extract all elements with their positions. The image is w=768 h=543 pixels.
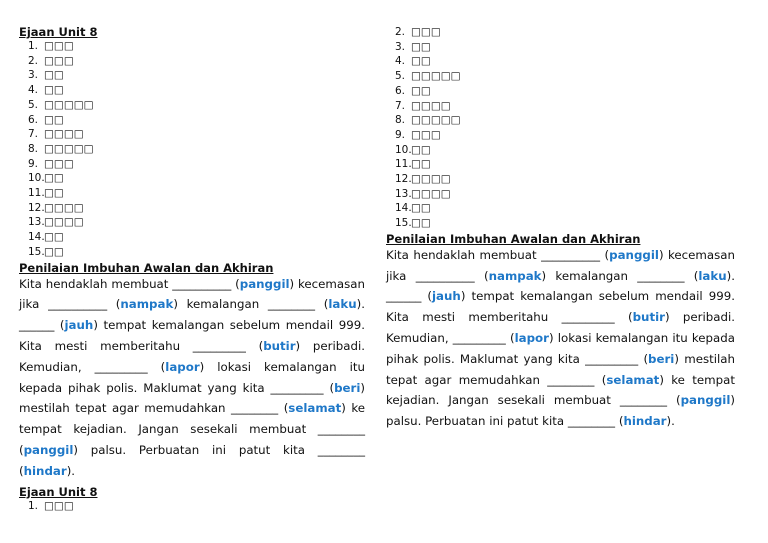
passage-text: ) tempat kemalangan sebelum mendail 999. Kita mesti memberitahu _________ ( [386, 289, 735, 325]
word-list [19, 39, 365, 260]
item-number: 1. [28, 40, 39, 52]
keyword: selamat [606, 372, 660, 387]
left-column [19, 25, 365, 513]
right-column [386, 25, 735, 432]
passage [19, 274, 365, 482]
list-item [19, 54, 365, 69]
list-item [386, 25, 735, 40]
list-item [19, 98, 365, 113]
list-item [19, 157, 365, 172]
list-item [19, 127, 365, 142]
word-list [19, 499, 365, 514]
keyword: panggil [239, 276, 290, 291]
item-word: □□□ [44, 157, 74, 170]
list-item [386, 84, 735, 99]
list-item [19, 68, 365, 83]
passage [386, 245, 735, 432]
item-number: 5. [28, 98, 39, 111]
list-item [19, 171, 365, 186]
item-word: □□ [44, 172, 64, 185]
keyword: panggil [609, 247, 659, 262]
passage-text: ) kecemasan jika __________ ( [386, 247, 735, 283]
item-word: □□ [411, 217, 431, 230]
passage-text: ) peribadi. Kemudian, _________ ( [386, 310, 735, 346]
passage-text: Kita hendaklah membuat __________ ( [386, 247, 610, 262]
item-word: □□□ [44, 499, 74, 512]
item-word: □□ [411, 55, 431, 68]
list-item [19, 113, 365, 128]
list-item [19, 83, 365, 98]
list-item [386, 99, 735, 114]
item-word: □□□□ [44, 128, 84, 141]
item-number: 5. [395, 70, 406, 83]
unit-heading: Ejaan Unit 8 [19, 25, 98, 39]
item-word: □□ [44, 245, 64, 258]
section-heading: Penilaian Imbuhan Awalan dan Akhiran [19, 260, 274, 275]
passage-text: ). ______ ( [19, 297, 365, 333]
keyword: laku [698, 268, 727, 283]
list-item [19, 215, 365, 230]
list-item [19, 499, 365, 514]
item-word: □□ [411, 158, 431, 171]
section-heading: Penilaian Imbuhan Awalan dan Akhiran [386, 231, 641, 246]
item-number: 10. [395, 143, 412, 156]
keyword: panggil [23, 442, 74, 457]
item-number: 1. [28, 499, 39, 512]
keyword: panggil [680, 393, 731, 408]
item-word: □□□□ [411, 99, 451, 112]
keyword: nampak [120, 297, 174, 312]
item-word: □□□□□ [411, 114, 461, 127]
keyword: beri [648, 351, 675, 366]
list-item [19, 39, 365, 54]
item-number: 12. [28, 201, 45, 214]
item-number: 4. [395, 55, 406, 68]
item-number: 14. [28, 231, 45, 244]
item-word: □□ [411, 40, 431, 53]
item-number: 4. [28, 84, 39, 97]
item-number: 14. [395, 202, 412, 215]
list-item [386, 172, 735, 187]
keyword: butir [632, 310, 665, 325]
keyword: lapor [165, 359, 200, 374]
keyword: butir [263, 338, 296, 353]
list-item [386, 143, 735, 158]
keyword: lapor [514, 331, 549, 346]
keyword: nampak [488, 268, 542, 283]
item-number: 10. [28, 172, 45, 185]
keyword: hindar [23, 463, 67, 478]
list-item [386, 40, 735, 55]
list-item [386, 216, 735, 231]
item-number: 9. [395, 128, 406, 141]
list-item [19, 230, 365, 245]
list-item [386, 187, 735, 202]
passage-text: ) peribadi. Kemudian, _________ ( [19, 338, 365, 374]
keyword: jauh [64, 318, 94, 333]
item-number: 2. [28, 54, 39, 67]
list-item [386, 113, 735, 128]
keyword: selamat [288, 401, 342, 416]
item-word: □□□□□ [411, 70, 461, 83]
passage-text: ) ke tempat kejadian. Jangan sesekali membuat ________ ( [19, 401, 365, 457]
item-number: 8. [395, 114, 406, 127]
passage-text: ) lokasi kemalangan itu kepada pihak polis. Maklumat yang kita _________ ( [386, 331, 735, 366]
item-number: 11. [28, 187, 45, 200]
list-item [386, 54, 735, 69]
keyword: beri [334, 380, 361, 395]
item-number: 11. [395, 158, 412, 171]
keyword: hindar [623, 414, 667, 429]
item-word: □□□ [44, 54, 74, 67]
passage-text: ). [666, 414, 675, 429]
passage-text: ) palsu. Perbuatan ini patut kita ________ ( [386, 393, 735, 429]
list-item [386, 128, 735, 143]
list-item [19, 201, 365, 216]
passage-text: ) lokasi kemalangan itu kepada pihak polis. Maklumat yang kita _________ ( [19, 359, 365, 395]
item-word: □□ [411, 143, 431, 156]
list-item [19, 245, 365, 260]
item-number: 7. [28, 128, 39, 141]
item-word: □□□ [44, 40, 74, 52]
item-number: 13. [28, 216, 45, 229]
item-word: □□ [411, 202, 431, 215]
item-word: □□□□ [411, 173, 451, 186]
item-word: □□ [44, 113, 64, 126]
item-number: 9. [28, 157, 39, 170]
list-item [386, 157, 735, 172]
keyword: laku [328, 297, 357, 312]
list-item [19, 142, 365, 157]
keyword: jauh [432, 289, 461, 304]
passage-text: Kita hendaklah membuat __________ ( [19, 276, 240, 291]
item-word: □□□□□ [44, 142, 94, 155]
item-number: 3. [395, 40, 406, 53]
passage-text: ). [66, 463, 76, 478]
item-word: □□□ [411, 128, 441, 141]
list-item [386, 69, 735, 84]
item-number: 7. [395, 99, 406, 112]
item-word: □□□□ [411, 187, 451, 200]
item-number: 2. [395, 26, 406, 38]
passage-text: ) mestilah tepat agar memudahkan ________ ( [386, 351, 735, 387]
item-number: 6. [395, 84, 406, 97]
passage-text: ) kecemasan jika __________ ( [19, 276, 365, 312]
item-word: □□□ [411, 26, 441, 38]
unit-heading: Ejaan Unit 8 [19, 484, 98, 499]
passage-text: ) kemalangan ________ ( [541, 268, 699, 283]
passage-text: ) tempat kemalangan sebelum mendail 999. Kita mesti memberitahu _________ ( [19, 318, 365, 353]
item-word: □□□□ [44, 201, 84, 214]
item-number: 8. [28, 142, 39, 155]
list-item [19, 186, 365, 201]
item-word: □□□□ [44, 216, 84, 229]
item-number: 13. [395, 187, 412, 200]
item-word: □□□□□ [44, 98, 94, 111]
item-word: □□ [44, 84, 64, 97]
item-number: 3. [28, 69, 39, 82]
item-number: 15. [28, 245, 45, 258]
list-item [386, 201, 735, 216]
passage-text: ) ke tempat kejadian. Jangan sesekali membuat ________ ( [386, 372, 735, 408]
item-number: 12. [395, 173, 412, 186]
passage-text: ) mestilah tepat agar memudahkan ________ ( [19, 380, 365, 416]
item-number: 6. [28, 113, 39, 126]
item-word: □□ [44, 231, 64, 244]
item-word: □□ [44, 187, 64, 200]
passage-text: ). ______ ( [386, 268, 735, 304]
item-number: 15. [395, 217, 412, 230]
passage-text: ) palsu. Perbuatan ini patut kita ________ ( [19, 442, 365, 478]
word-list [386, 25, 735, 231]
item-word: □□ [411, 84, 431, 97]
item-word: □□ [44, 69, 64, 82]
passage-text: ) kemalangan ________ ( [173, 297, 329, 312]
